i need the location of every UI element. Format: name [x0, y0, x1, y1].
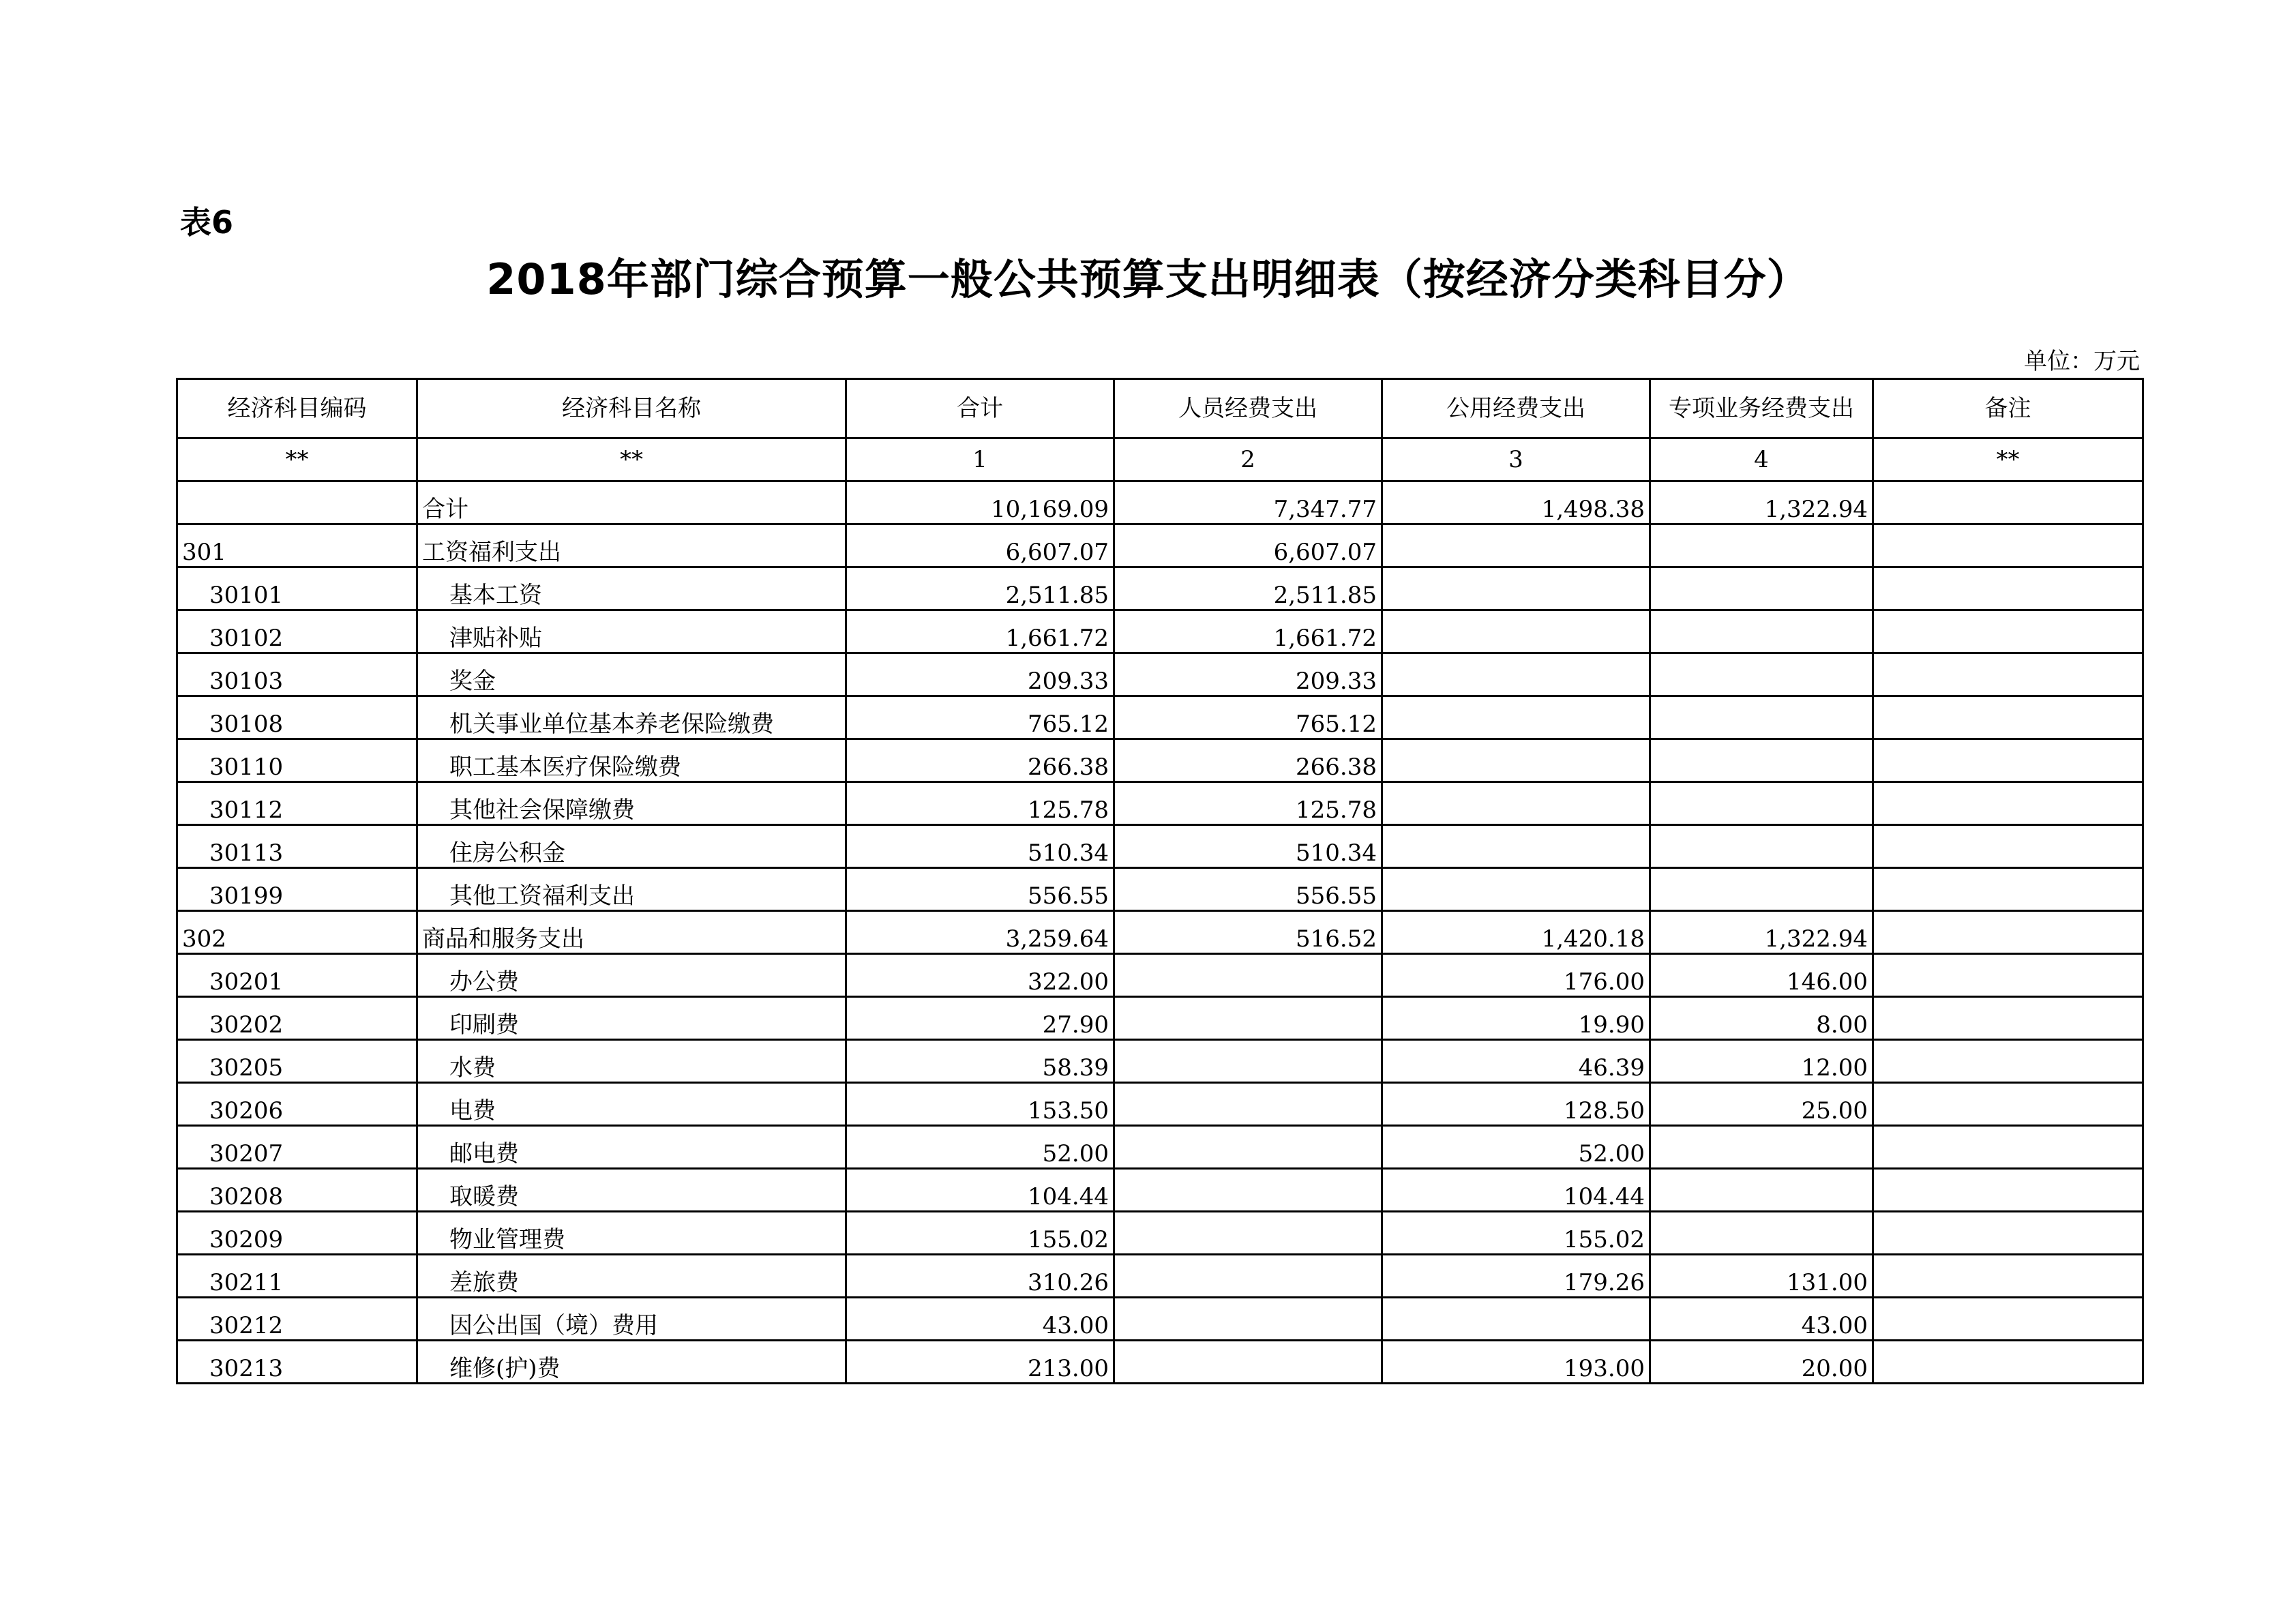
name-cell: 津贴补贴: [417, 610, 846, 653]
code-cell: 30208: [177, 1169, 417, 1212]
table-row: [177, 868, 2143, 911]
special-cell: [1650, 825, 1873, 868]
personnel-cell: 765.12: [1114, 696, 1382, 739]
special-cell: [1650, 696, 1873, 739]
public-cell: [1382, 868, 1650, 911]
personnel-cell: 125.78: [1114, 782, 1382, 825]
personnel-cell: [1114, 1255, 1382, 1298]
total-cell: 58.39: [846, 1040, 1114, 1083]
index-cell: **: [177, 438, 417, 481]
total-cell: 1,661.72: [846, 610, 1114, 653]
personnel-cell: [1114, 1083, 1382, 1126]
personnel-cell: 556.55: [1114, 868, 1382, 911]
code-cell: 30205: [177, 1040, 417, 1083]
note-cell: [1873, 868, 2143, 911]
special-cell: [1650, 1212, 1873, 1255]
note-cell: [1873, 653, 2143, 696]
special-cell: [1650, 610, 1873, 653]
total-cell: 104.44: [846, 1169, 1114, 1212]
code-cell: [177, 481, 417, 524]
index-cell: 2: [1114, 438, 1382, 481]
name-cell: 合计: [417, 481, 846, 524]
public-cell: 1,420.18: [1382, 911, 1650, 954]
special-cell: 8.00: [1650, 997, 1873, 1040]
personnel-cell: [1114, 1126, 1382, 1169]
name-cell: 工资福利支出: [417, 524, 846, 567]
public-cell: 104.44: [1382, 1169, 1650, 1212]
public-cell: 179.26: [1382, 1255, 1650, 1298]
special-cell: [1650, 1169, 1873, 1212]
index-cell: 3: [1382, 438, 1650, 481]
personnel-cell: 510.34: [1114, 825, 1382, 868]
total-cell: 27.90: [846, 997, 1114, 1040]
note-cell: [1873, 782, 2143, 825]
special-cell: [1650, 782, 1873, 825]
special-cell: [1650, 1126, 1873, 1169]
note-cell: [1873, 1255, 2143, 1298]
note-cell: [1873, 739, 2143, 782]
code-cell: 301: [177, 524, 417, 567]
header-cell-name: 经济科目名称: [417, 379, 846, 438]
note-cell: [1873, 825, 2143, 868]
total-cell: 153.50: [846, 1083, 1114, 1126]
note-cell: [1873, 524, 2143, 567]
note-cell: [1873, 1212, 2143, 1255]
special-cell: 1,322.94: [1650, 481, 1873, 524]
budget-table: [176, 378, 2144, 1384]
special-cell: 1,322.94: [1650, 911, 1873, 954]
table-row: [177, 481, 2143, 524]
code-cell: 30103: [177, 653, 417, 696]
name-cell: 基本工资: [417, 567, 846, 610]
code-cell: 30201: [177, 954, 417, 997]
code-cell: 30112: [177, 782, 417, 825]
special-cell: [1650, 567, 1873, 610]
special-cell: 12.00: [1650, 1040, 1873, 1083]
note-cell: [1873, 481, 2143, 524]
table-row: [177, 997, 2143, 1040]
total-cell: 322.00: [846, 954, 1114, 997]
name-cell: 机关事业单位基本养老保险缴费: [417, 696, 846, 739]
personnel-cell: [1114, 997, 1382, 1040]
name-cell: 取暖费: [417, 1169, 846, 1212]
note-cell: [1873, 911, 2143, 954]
personnel-cell: [1114, 954, 1382, 997]
special-cell: [1650, 653, 1873, 696]
name-cell: 水费: [417, 1040, 846, 1083]
public-cell: [1382, 653, 1650, 696]
name-cell: 邮电费: [417, 1126, 846, 1169]
header-row: [177, 379, 2143, 438]
unit-label: 单位：万元: [2024, 348, 2140, 375]
personnel-cell: 6,607.07: [1114, 524, 1382, 567]
code-cell: 30108: [177, 696, 417, 739]
public-cell: 155.02: [1382, 1212, 1650, 1255]
personnel-cell: [1114, 1341, 1382, 1384]
code-cell: 30207: [177, 1126, 417, 1169]
code-cell: 30199: [177, 868, 417, 911]
public-cell: [1382, 567, 1650, 610]
note-cell: [1873, 997, 2143, 1040]
index-cell: 4: [1650, 438, 1873, 481]
total-cell: 209.33: [846, 653, 1114, 696]
note-cell: [1873, 954, 2143, 997]
public-cell: [1382, 739, 1650, 782]
index-cell: **: [1873, 438, 2143, 481]
personnel-cell: 2,511.85: [1114, 567, 1382, 610]
public-cell: 193.00: [1382, 1341, 1650, 1384]
name-cell: 职工基本医疗保险缴费: [417, 739, 846, 782]
public-cell: [1382, 1298, 1650, 1341]
special-cell: 146.00: [1650, 954, 1873, 997]
personnel-cell: 1,661.72: [1114, 610, 1382, 653]
personnel-cell: [1114, 1040, 1382, 1083]
name-cell: 差旅费: [417, 1255, 846, 1298]
public-cell: 52.00: [1382, 1126, 1650, 1169]
index-cell: 1: [846, 438, 1114, 481]
table-row: [177, 825, 2143, 868]
header-cell-note: 备注: [1873, 379, 2143, 438]
note-cell: [1873, 610, 2143, 653]
table-label: 表6: [180, 204, 234, 241]
header-cell-special: 专项业务经费支出: [1650, 379, 1873, 438]
table-row: [177, 1126, 2143, 1169]
code-cell: 30102: [177, 610, 417, 653]
code-cell: 30113: [177, 825, 417, 868]
header-cell-total: 合计: [846, 379, 1114, 438]
table-row: [177, 1341, 2143, 1384]
note-cell: [1873, 567, 2143, 610]
table-row: [177, 696, 2143, 739]
note-cell: [1873, 1169, 2143, 1212]
table-row: [177, 567, 2143, 610]
public-cell: 46.39: [1382, 1040, 1650, 1083]
name-cell: 住房公积金: [417, 825, 846, 868]
total-cell: 155.02: [846, 1212, 1114, 1255]
name-cell: 印刷费: [417, 997, 846, 1040]
table-row: [177, 610, 2143, 653]
table-row: [177, 1040, 2143, 1083]
name-cell: 因公出国（境）费用: [417, 1298, 846, 1341]
note-cell: [1873, 1126, 2143, 1169]
total-cell: 6,607.07: [846, 524, 1114, 567]
code-cell: 30202: [177, 997, 417, 1040]
public-cell: 1,498.38: [1382, 481, 1650, 524]
header-cell-code: 经济科目编码: [177, 379, 417, 438]
total-cell: 510.34: [846, 825, 1114, 868]
code-cell: 30206: [177, 1083, 417, 1126]
personnel-cell: [1114, 1212, 1382, 1255]
personnel-cell: 209.33: [1114, 653, 1382, 696]
personnel-cell: [1114, 1298, 1382, 1341]
special-cell: 25.00: [1650, 1083, 1873, 1126]
table-row: [177, 954, 2143, 997]
note-cell: [1873, 696, 2143, 739]
table-row: [177, 911, 2143, 954]
header-cell-public: 公用经费支出: [1382, 379, 1650, 438]
total-cell: 556.55: [846, 868, 1114, 911]
special-cell: 20.00: [1650, 1341, 1873, 1384]
note-cell: [1873, 1040, 2143, 1083]
name-cell: 其他社会保障缴费: [417, 782, 846, 825]
table-row: [177, 1255, 2143, 1298]
public-cell: 19.90: [1382, 997, 1650, 1040]
table-row: [177, 739, 2143, 782]
public-cell: [1382, 696, 1650, 739]
name-cell: 商品和服务支出: [417, 911, 846, 954]
name-cell: 物业管理费: [417, 1212, 846, 1255]
total-cell: 125.78: [846, 782, 1114, 825]
name-cell: 电费: [417, 1083, 846, 1126]
name-cell: 其他工资福利支出: [417, 868, 846, 911]
public-cell: 176.00: [1382, 954, 1650, 997]
special-cell: [1650, 868, 1873, 911]
note-cell: [1873, 1298, 2143, 1341]
total-cell: 10,169.09: [846, 481, 1114, 524]
table-row: [177, 653, 2143, 696]
code-cell: 30110: [177, 739, 417, 782]
public-cell: [1382, 782, 1650, 825]
index-row: [177, 438, 2143, 481]
code-cell: 30212: [177, 1298, 417, 1341]
public-cell: [1382, 610, 1650, 653]
personnel-cell: [1114, 1169, 1382, 1212]
code-cell: 30209: [177, 1212, 417, 1255]
total-cell: 310.26: [846, 1255, 1114, 1298]
public-cell: [1382, 825, 1650, 868]
note-cell: [1873, 1341, 2143, 1384]
total-cell: 52.00: [846, 1126, 1114, 1169]
table-row: [177, 1169, 2143, 1212]
table-row: [177, 1298, 2143, 1341]
special-cell: 131.00: [1650, 1255, 1873, 1298]
table-row: [177, 782, 2143, 825]
total-cell: 213.00: [846, 1341, 1114, 1384]
special-cell: [1650, 524, 1873, 567]
code-cell: 30211: [177, 1255, 417, 1298]
page-title: 2018年部门综合预算一般公共预算支出明细表（按经济分类科目分）: [486, 254, 1810, 304]
name-cell: 办公费: [417, 954, 846, 997]
table-row: [177, 1083, 2143, 1126]
code-cell: 302: [177, 911, 417, 954]
total-cell: 765.12: [846, 696, 1114, 739]
total-cell: 2,511.85: [846, 567, 1114, 610]
name-cell: 维修(护)费: [417, 1341, 846, 1384]
code-cell: 30101: [177, 567, 417, 610]
personnel-cell: 266.38: [1114, 739, 1382, 782]
table-row: [177, 1212, 2143, 1255]
public-cell: [1382, 524, 1650, 567]
table-row: [177, 524, 2143, 567]
code-cell: 30213: [177, 1341, 417, 1384]
index-cell: **: [417, 438, 846, 481]
special-cell: 43.00: [1650, 1298, 1873, 1341]
note-cell: [1873, 1083, 2143, 1126]
public-cell: 128.50: [1382, 1083, 1650, 1126]
personnel-cell: 7,347.77: [1114, 481, 1382, 524]
total-cell: 266.38: [846, 739, 1114, 782]
total-cell: 3,259.64: [846, 911, 1114, 954]
header-cell-personnel: 人员经费支出: [1114, 379, 1382, 438]
name-cell: 奖金: [417, 653, 846, 696]
total-cell: 43.00: [846, 1298, 1114, 1341]
special-cell: [1650, 739, 1873, 782]
personnel-cell: 516.52: [1114, 911, 1382, 954]
